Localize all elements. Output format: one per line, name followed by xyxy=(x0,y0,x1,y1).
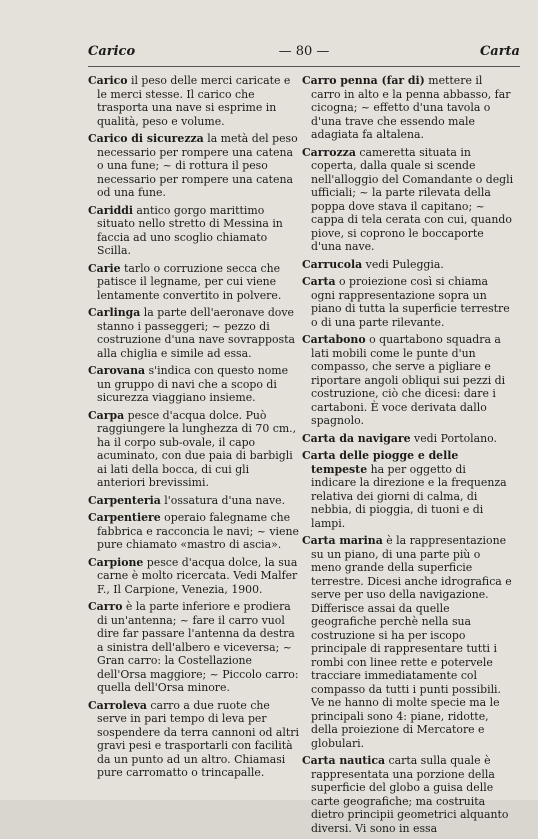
right-column xyxy=(302,74,514,839)
header-first-entry: Carico xyxy=(88,44,136,59)
entry-headword: Carpentiere xyxy=(88,511,161,524)
entry-headword: Carta da navigare xyxy=(302,431,411,445)
page-number: — 80 — xyxy=(278,44,330,59)
entry-definition: carta sulla quale è rappresentata una porzione della superficie del globo a guisa delle carte geografiche; ma costruita dietro principii geometrici alquanto diversi. Vi sono in essa xyxy=(311,754,509,835)
dictionary-entry xyxy=(302,534,514,750)
dictionary-entry xyxy=(88,511,300,552)
entry-definition: è la rappresentazione su un piano, di una parte più o meno grande della superficie terrestre. Dicesi anche idrografica e serve per uso della navigazione. Differisce assai da quelle geografiche perchè nella sua costruzione si ha per iscopo principale di rappresentare tutti i rombi con linee rette e potervele tracciare immediatamente col compasso da tutti i punti possibili. Ve ne hanno di molte specie ma le principali sono 4: piane, ridotte, della proiezione di Mercatore e globulari. xyxy=(311,534,512,750)
header-rule xyxy=(88,66,520,67)
entry-headword: Carpa xyxy=(88,408,125,422)
dictionary-entry xyxy=(88,306,300,360)
dictionary-entry xyxy=(302,74,514,142)
entry-definition: vedi Portolano. xyxy=(410,431,497,445)
dictionary-entry xyxy=(302,754,514,835)
dictionary-entry xyxy=(88,262,300,303)
header-last-entry: Carta xyxy=(479,44,520,59)
entry-headword: Carro penna (far di) xyxy=(302,74,425,87)
entry-definition: la metà del peso necessario per rompere una catena o una fune; ~ di rottura il peso necessario per rompere una catena od una fune. xyxy=(97,132,298,199)
entry-headword: Carta xyxy=(302,275,336,288)
entry-headword: Carovana xyxy=(88,364,146,377)
entry-definition: vedi Puleggia. xyxy=(362,257,444,271)
dictionary-entry xyxy=(88,699,300,780)
entry-headword: Carro xyxy=(88,600,123,613)
entry-definition: pesce d'acqua dolce. Può raggiungere la lunghezza di 70 cm., ha il corpo sub-ovale, il capo acuminato, con due paia di barbigli ai lati della bocca, di cui gli anteriori brevissimi. xyxy=(97,408,297,489)
dictionary-entry xyxy=(88,600,300,695)
dictionary-entry xyxy=(88,204,300,258)
dictionary-entry xyxy=(302,275,514,329)
entry-definition: tarlo o corruzione secca che patisce il legname, per cui viene lentamente convertito in polvere. xyxy=(97,261,282,302)
entry-headword: Carico xyxy=(88,74,128,87)
entry-headword: Carie xyxy=(88,261,121,275)
entry-headword: Carpenteria xyxy=(88,493,161,507)
entry-definition: pesce d'acqua dolce, la sua carne è molto ricercata. Vedi Malfer F., Il Carpione, Venezia, 1900. xyxy=(97,555,298,596)
entry-definition: è la parte inferiore e prodiera di un'antenna; ~ fare il carro vuol dire far passare l'antenna da destra a sinistra dell'albero e viceversa; ~ Gran carro: la Costellazione dell'Orsa maggiore; ~ Piccolo carro: quella dell'Orsa minore. xyxy=(97,600,299,694)
dictionary-entry xyxy=(88,409,300,490)
entry-headword: Cariddi xyxy=(88,203,133,217)
entry-headword: Carta nautica xyxy=(302,754,386,767)
entry-headword: Carrozza xyxy=(302,145,356,159)
entry-headword: Carta delle piogge e delle tempeste xyxy=(302,449,459,476)
running-header xyxy=(88,44,520,66)
entry-headword: Carroleva xyxy=(88,698,147,712)
entry-definition: o quartabono squadra a lati mobili come le punte d'un compasso, che serve a pigliare e riportare angoli obliqui sui pezzi di costruzione, ciò che dicesi: dare i cartaboni. È voce derivata dallo spagnolo. xyxy=(311,333,506,427)
entry-definition: s'indica con questo nome un gruppo di navi che a scopo di sicurezza viaggiano insieme. xyxy=(97,364,289,404)
left-column xyxy=(88,74,300,784)
dictionary-entry xyxy=(302,432,514,446)
entry-definition: cameretta situata in coperta, dalla quale si scende nell'alloggio del Comandante o degli ufficiali; ~ la parte rilevata della poppa dove stava il capitano; ~ cappa di tela cerata con cui, quando piove, si coprono le boccaporte d'una nave. xyxy=(311,145,514,253)
entry-definition: mettere il carro in alto e la penna abbasso, far cicogna; ~ effetto d'una tavola o d'una trave che essendo male adagiata fa altalena. xyxy=(311,74,511,141)
dictionary-entry xyxy=(302,449,514,530)
entry-definition: antico gorgo marittimo situato nello stretto di Messina in faccia ad uno scoglio chiamato Scilla. xyxy=(97,203,283,257)
entry-definition: la parte dell'aeronave dove stanno i passeggeri; ~ pezzo di costruzione d'una nave sovrapposta alla chiglia e simile ad essa. xyxy=(97,306,296,360)
dictionary-entry xyxy=(88,494,300,508)
dictionary-entry xyxy=(88,556,300,597)
dictionary-entry xyxy=(302,146,514,254)
entry-headword: Carta marina xyxy=(302,534,383,547)
entry-definition: o proiezione così si chiama ogni rappresentazione sopra un piano di tutta la superficie terrestre o di una parte rilevante. xyxy=(311,275,510,329)
dictionary-entry xyxy=(88,364,300,405)
entry-headword: Carrucola xyxy=(302,257,363,271)
entry-headword: Cartabono xyxy=(302,333,366,346)
entry-definition: il peso delle merci caricate e le merci stesse. Il carico che trasporta una nave si esprime in qualità, peso e volume. xyxy=(97,74,291,128)
dictionary-entry xyxy=(302,333,514,428)
entry-headword: Carlinga xyxy=(88,306,141,319)
entry-definition: ha per oggetto di indicare la direzione e la frequenza relativa dei giorni di calma, di nebbia, di pioggia, di tuoni e di lampi. xyxy=(311,462,507,530)
entry-definition: carro a due ruote che serve in pari tempo di leva per sospendere da terra cannoni od altri gravi pesi e trasportarli con facilità da un punto ad un altro. Chiamasi pure carromatto o trincapalle. xyxy=(97,698,299,779)
dictionary-entry xyxy=(302,258,514,272)
entry-definition: l'ossatura d'una nave. xyxy=(160,493,286,507)
entry-definition: operaio falegname che fabbrica e racconcia le navi; ~ viene pure chiamato «mastro di ascia». xyxy=(97,511,299,551)
dictionary-entry xyxy=(88,74,300,128)
entry-headword: Carpione xyxy=(88,555,144,569)
dictionary-entry xyxy=(88,132,300,200)
entry-headword: Carico di sicurezza xyxy=(88,132,204,145)
